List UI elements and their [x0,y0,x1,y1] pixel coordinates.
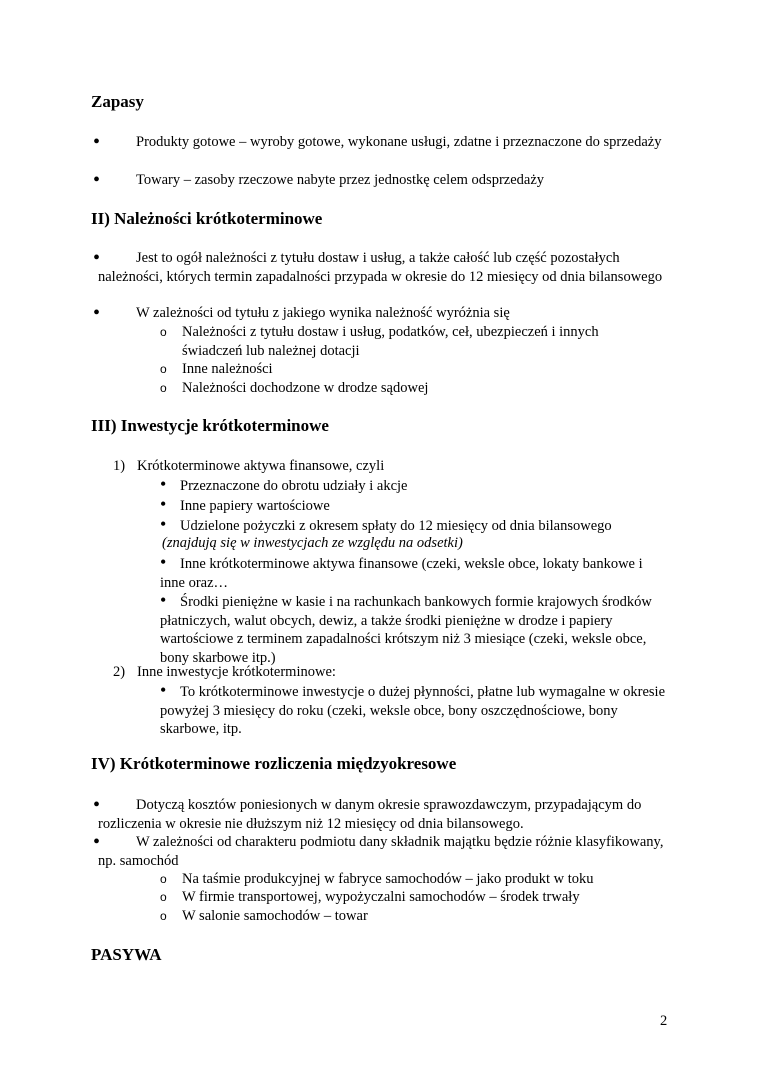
heading-inwestycje: III) Inwestycje krótkoterminowe [91,416,329,435]
bullet-icon [160,475,180,496]
bullet-icon [160,681,180,702]
sub-list-item: •To krótkoterminowe inwestycje o dużej płynności, płatne lub wymagalne w okresie powyżej 3 miesięcy do roku (czeki, weksle obce, bony oszczędnościowe, bony skarbowe, itp. [160,681,665,739]
heading-rozliczenia: IV) Krótkoterminowe rozliczenia międzyokresowe [91,754,457,773]
note: (znajdują się w inwestycjach ze względu na odsetki) [162,535,463,551]
bullet-icon [160,553,180,574]
sub-list-item: •Inne papiery wartościowe [160,495,665,516]
sub-list-item: •Udzielone pożyczki z okresem spłaty do 12 miesięcy od dnia bilansowego [160,515,665,536]
sub-list-item: Należności dochodzone w drodze sądowej [182,380,429,396]
list-item: Produkty gotowe – wyroby gotowe, wykonane usługi, zdatne i przeznaczone do sprzedaży [136,134,662,150]
circle-bullet-icon: o [160,890,167,904]
heading-zapasy: Zapasy [91,92,144,111]
list-number: 1) [113,458,126,474]
sub-list-item: Na taśmie produkcyjnej w fabryce samochodów – jako produkt w toku [182,871,594,887]
circle-bullet-icon: o [160,909,167,923]
sub-list-item: Należności z tytułu dostaw i usług, podatków, ceł, ubezpieczeń i innych świadczeń lub należnej dotacji [182,324,599,359]
bullet-icon [160,495,180,516]
list-item: Dotyczą kosztów poniesionych w danym okresie sprawozdawczym, przypadającym do rozliczenia w okresie nie dłuższym niż 12 miesięcy od dnia bilansowego. [98,797,642,832]
list-item: Towary – zasoby rzeczowe nabyte przez jednostkę celem odsprzedaży [136,172,545,188]
circle-bullet-icon: o [160,325,167,339]
list-item: W zależności od tytułu z jakiego wynika należność wyróżnia się [136,305,510,321]
heading-naleznosci: II) Należności krótkoterminowe [91,209,323,228]
numbered-item: Inne inwestycje krótkoterminowe: [137,664,336,680]
sub-list-item: •Inne krótkoterminowe aktywa finansowe (czeki, weksle obce, lokaty bankowe i inne oraz… [160,553,665,592]
circle-bullet-icon: o [160,872,167,886]
circle-bullet-icon: o [160,381,167,395]
list-item: W zależności od charakteru podmiotu dany składnik majątku będzie różnie klasyfikowany, np. samochód [98,834,664,869]
sub-list-item: •Przeznaczone do obrotu udziały i akcje [160,475,665,496]
bullet-icon [160,515,180,536]
circle-bullet-icon: o [160,362,167,376]
list-item: Jest to ogół należności z tytułu dostaw i usług, a także całość lub część pozostałych należności, których termin zapadalności przypada w okresie do 12 miesięcy od dnia bilansowego [98,250,663,285]
sub-list-item: Inne należności [182,361,273,377]
sub-list-item: W firmie transportowej, wypożyczalni samochodów – środek trwały [182,889,580,905]
numbered-item: Krótkoterminowe aktywa finansowe, czyli [137,458,385,474]
sub-list-item: W salonie samochodów – towar [182,908,368,924]
sub-list-item: •Środki pieniężne w kasie i na rachunkach bankowych formie krajowych środków płatniczych, walut obcych, dewiz, a także środki pieniężne w drodze i papiery wartościowe z terminem zapadalności krótszym niż 3 miesiące (czeki, weksle obce, bony skarbowe itp.) [160,591,665,667]
heading-pasywa: PASYWA [91,945,162,964]
list-number: 2) [113,664,126,680]
bullet-icon [160,591,180,612]
page-number: 2 [660,1013,668,1029]
